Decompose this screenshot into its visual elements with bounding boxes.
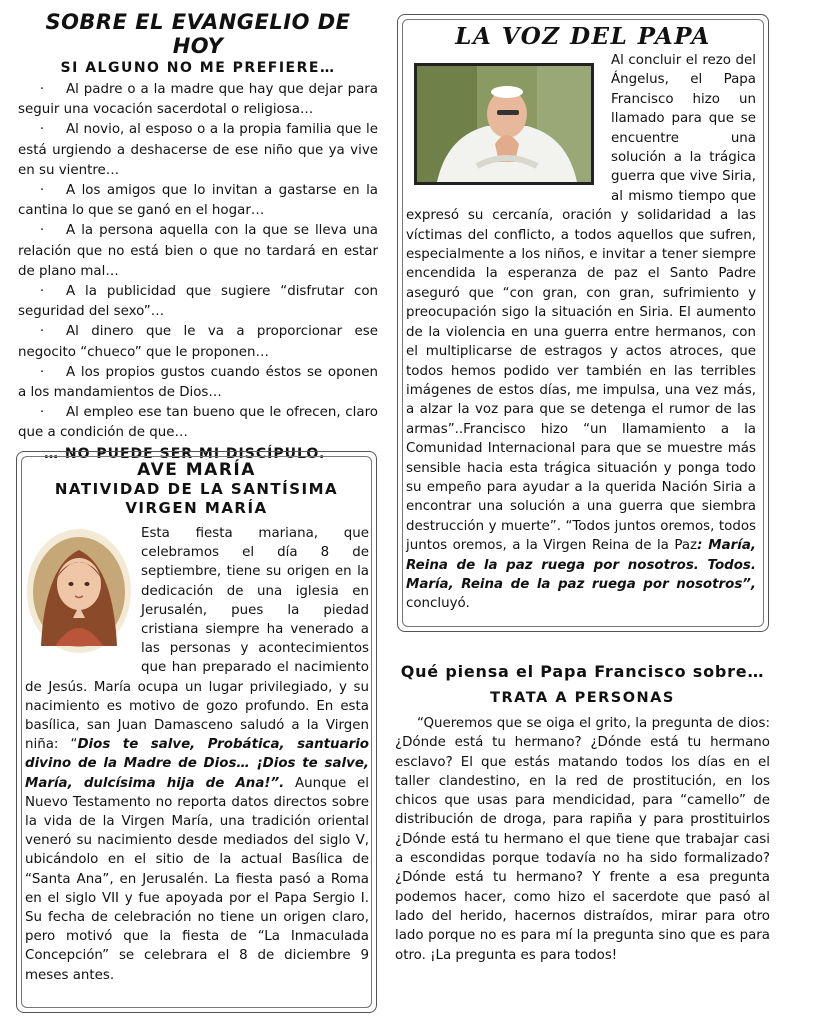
ave-maria-quote: Dios te salve, Probática, santuario divino de la Madre de Dios… ¡Dios te salve, María, dulcísima hija de Ana!”. bbox=[25, 737, 370, 791]
evangelio-section bbox=[18, 10, 378, 462]
bullet-icon: · bbox=[39, 82, 45, 97]
virgin-mary-image bbox=[25, 526, 133, 656]
bullet-icon: · bbox=[39, 223, 45, 239]
bullet-icon: · bbox=[39, 183, 45, 199]
ave-maria-title: AVE MARÍA bbox=[137, 460, 256, 480]
list-item: · A los propios gustos cuando éstos se oponen a los mandamientos de Dios… bbox=[18, 364, 378, 401]
list-item: · A los amigos que lo invitan a gastarse en la cantina lo que se ganó en el hogar… bbox=[18, 183, 378, 219]
papa-box bbox=[397, 14, 769, 632]
evangelio-title: SOBRE EL EVANGELIO DE HOY bbox=[45, 10, 351, 58]
bullet-icon: · bbox=[39, 405, 45, 421]
bullet-icon: · bbox=[39, 324, 45, 340]
photo-spacer bbox=[406, 51, 611, 203]
list-item: · Al empleo ese tan bueno que le ofrecen, claro que a condición de que… bbox=[18, 405, 378, 441]
papa-prayer: : María, Reina de la paz ruega por nosotros. Todos. María, Reina de la paz ruega por nosotros”, bbox=[406, 538, 756, 592]
ave-maria-article: Esta fiesta mariana, que celebramos el día 8 de septiembre, tiene su origen en la dedicación de una iglesia en Jerusalén, pues la piedad cristiana siempre ha venerado a las personas y acontecimientos que han preparado el nacimiento de Jesús. María ocupa un lugar privilegiado, y su nacimiento es motivo de gozo profundo. En esta basílica, san Juan Damasceno saludó a la Virgen niña: “Dios te salve, Probática, santuario divino de la Madre de Dios… ¡Dios te salve, María, dulcísima hija de Ana!”. Aunque el Nuevo Testamento no reporta datos directos sobre la vida de la Virgen María, una tradición oriental veneró su nacimiento desde mediados del siglo V, ubicándolo en el sitio de la actual Basílica de “Santa Ana”, en Jerusalén. La fiesta pasó a Roma en el siglo VII y fue apoyada por el Papa Sergio I. Su fecha de celebración no tiene un origen claro, pero motivó que la fiesta de “La Inmaculada Concepción” se celebrara el 8 de diciembre 9 meses antes. bbox=[25, 526, 370, 983]
papa-title: LA VOZ DEL PAPA bbox=[455, 23, 711, 50]
list-item: · A la persona aquella con la que se lleva una relación que no está bien o que no tardará en estar de plano mal… bbox=[18, 223, 378, 279]
list-item: · Al padre o a la madre que hay que dejar para seguir una vocación sacerdotal o religiosa… bbox=[18, 82, 378, 118]
ave-maria-box bbox=[16, 451, 377, 1013]
francisco-subtitle: TRATA A PERSONAS bbox=[490, 690, 675, 706]
bullet-icon: · bbox=[39, 284, 45, 300]
ave-maria-subtitle-2: VIRGEN MARÍA bbox=[125, 499, 268, 517]
bullet-icon: · bbox=[39, 122, 45, 138]
francisco-section bbox=[395, 660, 770, 965]
list-item: · Al novio, al esposo o a la propia familia que le está urgiendo a deshacerse de ese niño que ya vive en su vientre… bbox=[18, 122, 378, 178]
evangelio-subtitle: SI ALGUNO NO ME PREFIERE… bbox=[60, 60, 336, 76]
ave-maria-subtitle-1: NATIVIDAD DE LA SANTÍSIMA bbox=[54, 480, 339, 498]
evangelio-list bbox=[18, 80, 378, 444]
evangelio-closing: … NO PUEDE SER MI DISCÍPULO. bbox=[44, 445, 326, 462]
papa-article: Al concluir el rezo del Ángelus, el Papa Francisco hizo un llamado para que se encuentre una solución a la trágica guerra que vive Siria, al mismo tiempo que expresó su cercanía, oración y solidaridad a las víctimas del conflicto, a todos aquellos que sufren, especialmente a los niños, e invitar a tener siempre encendida la esperanza de paz el Santo Padre aseguró que “con gran, con gran, sufrimiento y preocupación sigo la situación en Siria. El aumento de la violencia en una guerra entre hermanos, con el multiplicarse de estragos y actos atroces, que todos hemos podido ver también en las terribles imágenes de estos días, me impulsa, una vez más, a alzar la voz para que se detenga el rumor de las armas”..Francisco hizo “un llamamiento a la Comunidad Internacional para que se muestre más sensible hacia esta trágica situación y ponga todo su empeño para ayudar a la querida Nación Siria a encontrar una solución a una guerra que siembra destrucción y muerte”. “Todos juntos oremos, todos juntos oremos, a la Virgen Reina de la Paz: María, Reina de la paz ruega por nosotros. Todos. María, Reina de la paz ruega por nosotros”, concluyó. bbox=[406, 53, 756, 612]
ave-maria-header bbox=[17, 460, 376, 518]
list-item: · Al dinero que le va a proporcionar ese negocito “chueco” que le proponen… bbox=[18, 324, 378, 360]
list-item: · A la publicidad que sugiere “disfrutar con seguridad del sexo”… bbox=[18, 284, 378, 320]
francisco-title: Qué piensa el Papa Francisco sobre… bbox=[400, 662, 765, 681]
francisco-quote: “Queremos que se oiga el grito, la pregunta de dios: ¿Dónde está tu hermano? ¿Dónde está tu hermano esclavo? El que estás matando todos los días en el taller clandestino, en la red de prostitución, en los chicos que usas para mendicidad, para “camello” de distribución de droga, para rapiña y para prostituirlos ¿Dónde está tu hermano el que tiene que trabajar casi a escondidas porque todavía no ha sido formalizado? ¿Dónde está tu hermano? Y frente a esa pregunta podemos hacer, como hizo el sacerdote que pasó al lado del herido, hacernos distraídos, mirar para otro lado porque no es para mí la pregunta sino que es para otro. ¡La pregunta es para todos! bbox=[395, 716, 770, 963]
bullet-icon: · bbox=[39, 364, 45, 380]
